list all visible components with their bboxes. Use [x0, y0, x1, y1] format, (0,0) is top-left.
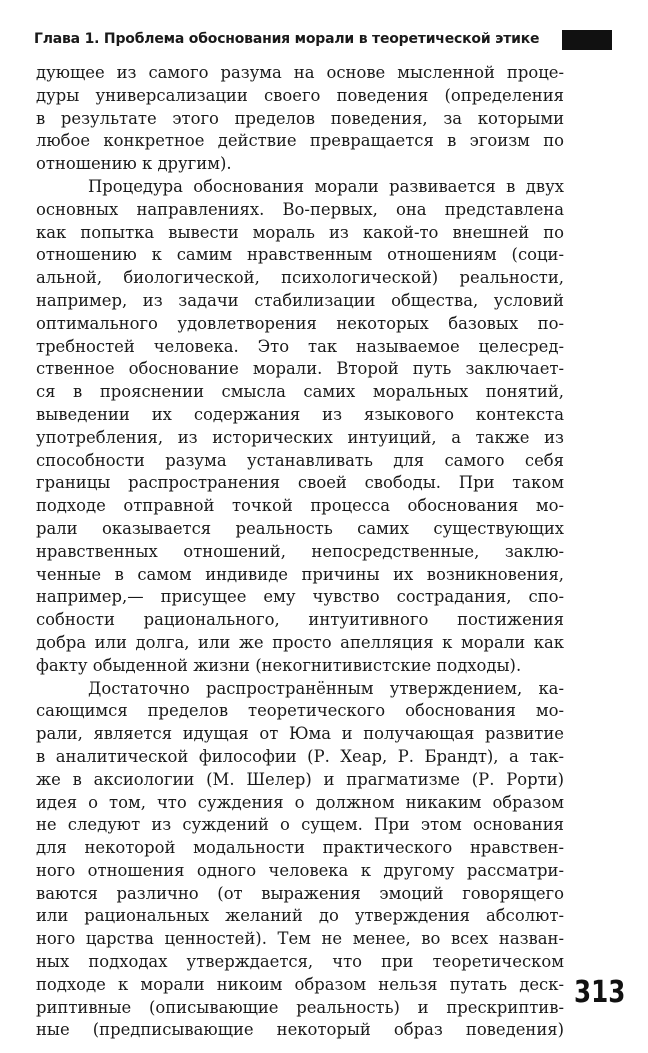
- text-line: факту обыденной жизни (некогнитивистские подходы).: [36, 655, 522, 675]
- text-line: ственное обоснование морали. Второй путь заключает-: [36, 359, 564, 379]
- text-line: или рациональных желаний до утверждения абсолют-: [36, 906, 564, 926]
- text-line: отношению к другим).: [36, 154, 232, 174]
- text-line: границы распространения своей свободы. При таком: [36, 473, 564, 493]
- text-line: способности разума устанавливать для самого себя: [36, 450, 564, 470]
- text-line: как попытка вывести мораль из какой-то внешней по: [36, 222, 564, 242]
- text-line: дующее из самого разума на основе мысленной проце-: [36, 63, 564, 82]
- text-line: Процедура обоснования морали развивается в двух: [88, 176, 564, 196]
- text-line: дуры универсализации своего поведения (определения: [36, 85, 564, 105]
- text-line: ные (предписывающие некоторый образ поведения): [36, 1020, 564, 1040]
- text-line: в аналитической философии (Р. Хеар, Р. Брандт), а так-: [36, 746, 564, 766]
- text-line: альной, биологической, психологической) реальности,: [36, 268, 564, 288]
- text-line: рали, является идущая от Юма и получающая развитие: [36, 724, 564, 744]
- text-line: например, из задачи стабилизации общества, условий: [36, 290, 564, 310]
- text-line: отношению к самим нравственным отношениям (соци-: [36, 245, 564, 265]
- text-line: например,— присущее ему чувство сострадания, спо-: [36, 587, 564, 607]
- text-line: нравственных отношений, непосредственные, заклю-: [36, 541, 564, 561]
- text-line: сающимся пределов теоретического обоснования мо-: [36, 701, 564, 721]
- text-line: требностей человека. Это так называемое целесред-: [36, 336, 564, 356]
- text-line: подходе к морали никоим образом нельзя путать деск-: [36, 974, 564, 994]
- text-line: добра или долга, или же просто апелляция к морали как: [36, 632, 564, 652]
- running-head: Глава 1. Проблема обоснования морали в теоретической этике: [34, 31, 540, 47]
- text-line: рали оказывается реальность самих существующих: [36, 518, 564, 538]
- text-line: же в аксиологии (М. Шелер) и прагматизме (Р. Рорти): [36, 769, 564, 789]
- text-line: риптивные (описывающие реальность) и прескриптив-: [36, 997, 564, 1017]
- header-bar: [562, 30, 612, 50]
- text-line: ся в прояснении смысла самих моральных понятий,: [36, 382, 564, 402]
- text-line: ваются различно (от выражения эмоций говорящего: [36, 883, 564, 903]
- page-number: 313: [574, 975, 626, 1010]
- text-line: употребления, из исторических интуиций, а также из: [36, 427, 564, 447]
- body-text: [36, 62, 564, 1042]
- text-line: ного царства ценностей). Тем не менее, во всех назван-: [36, 929, 564, 949]
- text-line: Достаточно распространённым утверждением, ка-: [88, 678, 564, 698]
- text-line: ных подходах утверждается, что при теоретическом: [36, 952, 564, 972]
- text-line: собности рационального, интуитивного постижения: [36, 610, 564, 630]
- text-line: подходе отправной точкой процесса обоснования мо-: [36, 496, 564, 516]
- text-line: для некоторой модальности практического нравствен-: [36, 838, 564, 858]
- text-line: любое конкретное действие превращается в эгоизм по: [36, 131, 564, 151]
- text-line: не следуют из суждений о сущем. При этом основания: [36, 815, 564, 835]
- text-line: идея о том, что суждения о должном никаким образом: [36, 792, 564, 812]
- text-line: ченные в самом индивиде причины их возникновения,: [36, 564, 564, 584]
- text-line: ного отношения одного человека к другому рассматри-: [36, 860, 564, 880]
- text-line: оптимального удовлетворения некоторых базовых по-: [36, 313, 564, 333]
- text-line: выведении их содержания из языкового контекста: [36, 404, 564, 424]
- text-line: в результате этого пределов поведения, за которыми: [36, 108, 564, 128]
- text-line: основных направлениях. Во-первых, она представлена: [36, 199, 564, 219]
